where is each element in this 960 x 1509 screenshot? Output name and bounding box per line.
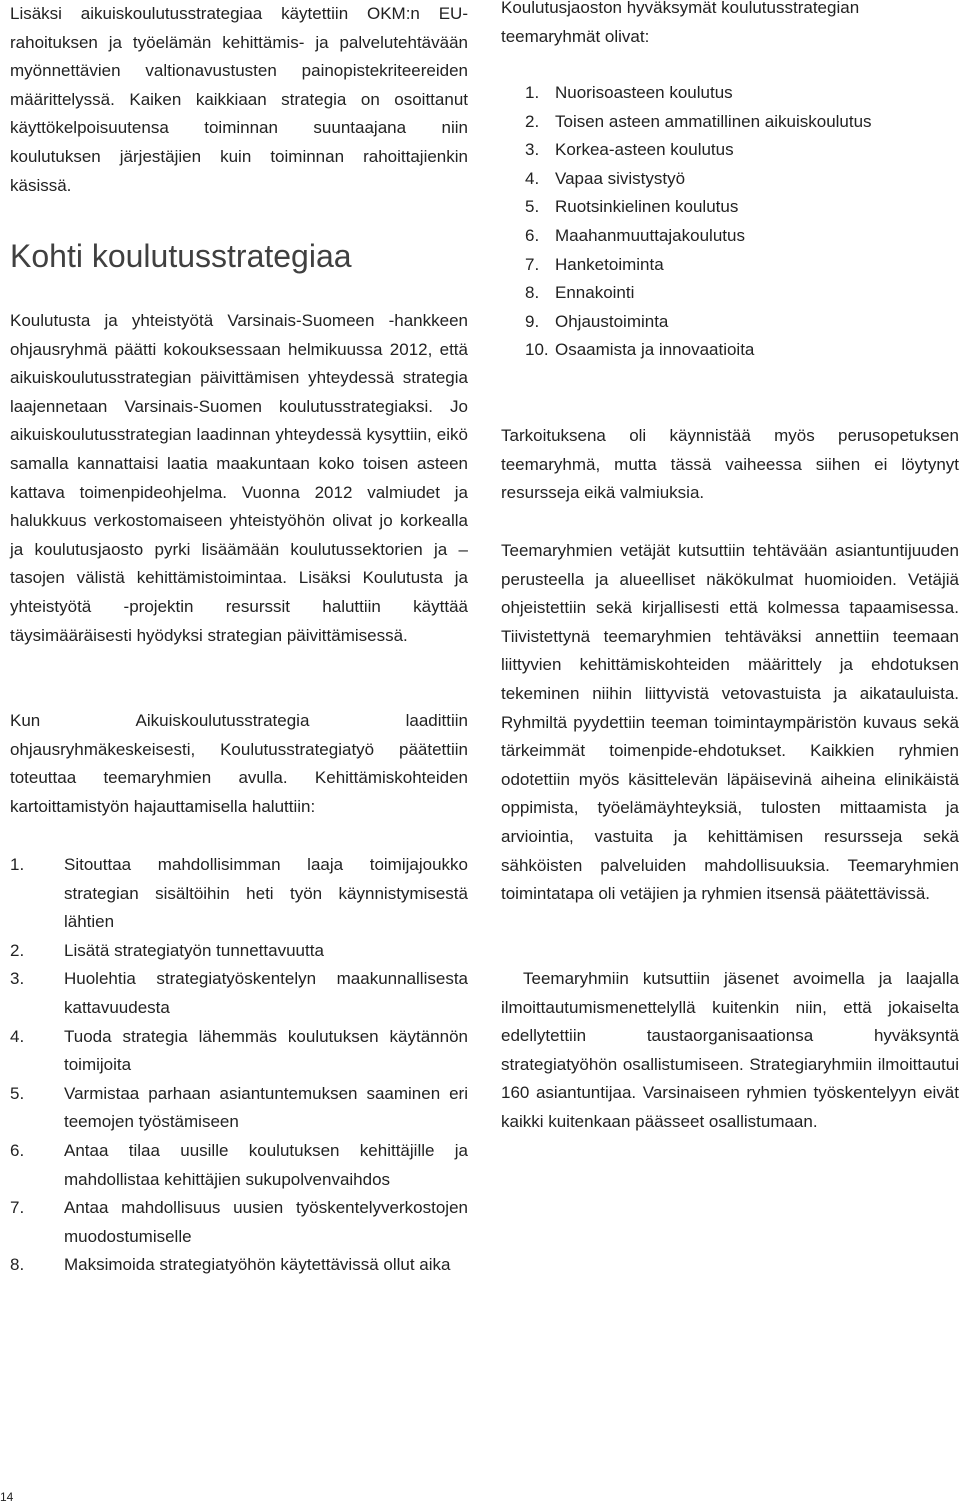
list-item: 1. Sitouttaa mahdollisimman laaja toimijajoukko strategian sisältöihin heti työn käynnistymisestä lähtien xyxy=(10,855,468,932)
intro-paragraph: Lisäksi aikuiskoulutusstrategiaa käytettiin OKM:n EU-rahoituksen ja työelämän kehittämis- ja palvelutehtävään myönnettävien valtionavustusten painopistekriteereiden määrittelyssä. Kaiken kaikkiaan strategia on osoittanut käyttökelpoisuutensa toiminnan suuntaajana niin koulutuksen järjestäjien kuin toiminnan rahoittajienkin käsissä. xyxy=(10,4,468,195)
list-item: 8. Maksimoida strategiatyöhön käytettävissä ollut aika xyxy=(10,1255,451,1275)
list-item: 1. Nuorisoasteen koulutus xyxy=(525,83,733,102)
theme-groups-intro: Koulutusjaoston hyväksymät koulutusstrategian teemaryhmät olivat: xyxy=(501,0,860,46)
goals-intro-paragraph: Kun Aikuiskoulutusstrategia laadittiin ohjausryhmäkeskeisesti, Koulutusstrategiatyö päätettiin toteuttaa teemaryhmien avulla. Kehittämiskohteiden kartoittamistyön hajauttamisella haluttiin: xyxy=(10,711,468,816)
basic-education-paragraph: Tarkoituksena oli käynnistää myös perusopetuksen teemaryhmä, mutta tässä vaiheessa siihen ei löytynyt resursseja eikä valmiuksia. xyxy=(501,426,959,503)
body-paragraph: Koulutusta ja yhteistyötä Varsinais-Suomeen -hankkeen ohjausryhmä päätti kokouksessaan helmikuussa 2012, että aikuiskoulutusstrategian päivittämisen yhteydessä strategia laajennetaan Varsinais-Suomen koulutusstrategiaksi. Jo aikuiskoulutusstrategian laadinnan yhteydessä kysyttiin, eikö samalla kannattaisi laatia maakuntaan koko toisen asteen kattava toimenpideohjelma. Vuonna 2012 valmiudet ja halukkuus verkostomaiseen yhteistyöhön olivat jo korkealla ja koulutusjaosto pyrki lisäämään koulutussektorien ja –tasojen välistä kehittämistoimintaa. Lisäksi Koulutusta ja yhteistyötä -projektin resurssit haluttiin käyttää täysimääräisesti hyödyksi strategian päivittämisessä. xyxy=(10,311,468,645)
list-item: 2. Toisen asteen ammatillinen aikuiskoulutus xyxy=(525,111,872,131)
goals-list xyxy=(10,851,468,1280)
list-item: 10. Osaamista ja innovaatioita xyxy=(525,340,755,360)
list-item: 3. Huolehtia strategiatyöskentelyn maakunnallisesta kattavuudesta xyxy=(10,969,468,1017)
list-item: 7. Hanketoiminta xyxy=(525,254,664,274)
list-item: 9. Ohjaustoiminta xyxy=(525,311,669,331)
list-item: 5. Varmistaa parhaan asiantuntemuksen saaminen eri teemojen työstämiseen xyxy=(10,1083,468,1132)
list-item: 6. Antaa tilaa uusille koulutuksen kehittäjille ja mahdollistaa kehittäjien sukupolvenvaihdos xyxy=(10,1140,468,1189)
list-item: 2. Lisätä strategiatyön tunnettavuutta xyxy=(10,940,324,960)
section-heading: Kohti koulutusstrategiaa xyxy=(10,238,352,274)
page-number: 14 xyxy=(0,1490,14,1504)
list-item: 8. Ennakointi xyxy=(525,283,635,303)
list-item: 4. Tuoda strategia lähemmäs koulutuksen käytännön toimijoita xyxy=(10,1026,468,1075)
list-item: 7. Antaa mahdollisuus uusien työskentelyverkostojen muodostumiselle xyxy=(10,1198,468,1246)
theme-groups-list xyxy=(525,79,872,365)
group-leaders-paragraph: Teemaryhmien vetäjät kutsuttiin tehtävään asiantuntijuuden perusteella ja alueelliset näkökulmat huomioiden. Vetäjiä ohjeistettiin sekä kirjallisesti että kolmessa tapaamisessa. Tiivistettynä teemaryhmien tehtäväksi annettiin teemaan liittyvien kehittämiskohteiden määrittely ja ehdotuksen tekeminen niihin liittyvistä vetovastuista ja aikatauluista. Ryhmiltä pyydettiin teeman toimintaympäristön kuvaus sekä tärkeimmät toimenpide-ehdotukset. Kaikkien ryhmien odotettiin myös käsittelevän läpäisevinä aiheina elinikäistä oppimista, työelämäyhteyksiä, tulosten mittaamista ja arviointia, vastuita ja kehittämisen resursseja sekä sähköisten palveluiden mahdollisuuksia. Teemaryhmien toimintatapa oli vetäjien ja ryhmien itsensä päätettävissä. xyxy=(501,541,959,904)
list-item: 5. Ruotsinkielinen koulutus xyxy=(525,197,739,217)
list-item: 4. Vapaa sivistystyö xyxy=(525,168,686,188)
list-item: 6. Maahanmuuttajakoulutus xyxy=(525,225,745,245)
group-members-paragraph: Teemaryhmiin kutsuttiin jäsenet avoimella ja laajalla ilmoittautumismenettelyllä kuitenkin niin, että jokaiselta edellytettiin taustaorganisaationsa hyväksyntä strategiatyöhön osallistumiseen. Strategiaryhmiin ilmoittautui 160 asiantuntijaa. Varsinaiseen ryhmien työskentelyyn eivät kaikki kuitenkaan päässeet osallistumaan. xyxy=(501,969,959,1131)
list-item: 3. Korkea-asteen koulutus xyxy=(525,140,734,160)
